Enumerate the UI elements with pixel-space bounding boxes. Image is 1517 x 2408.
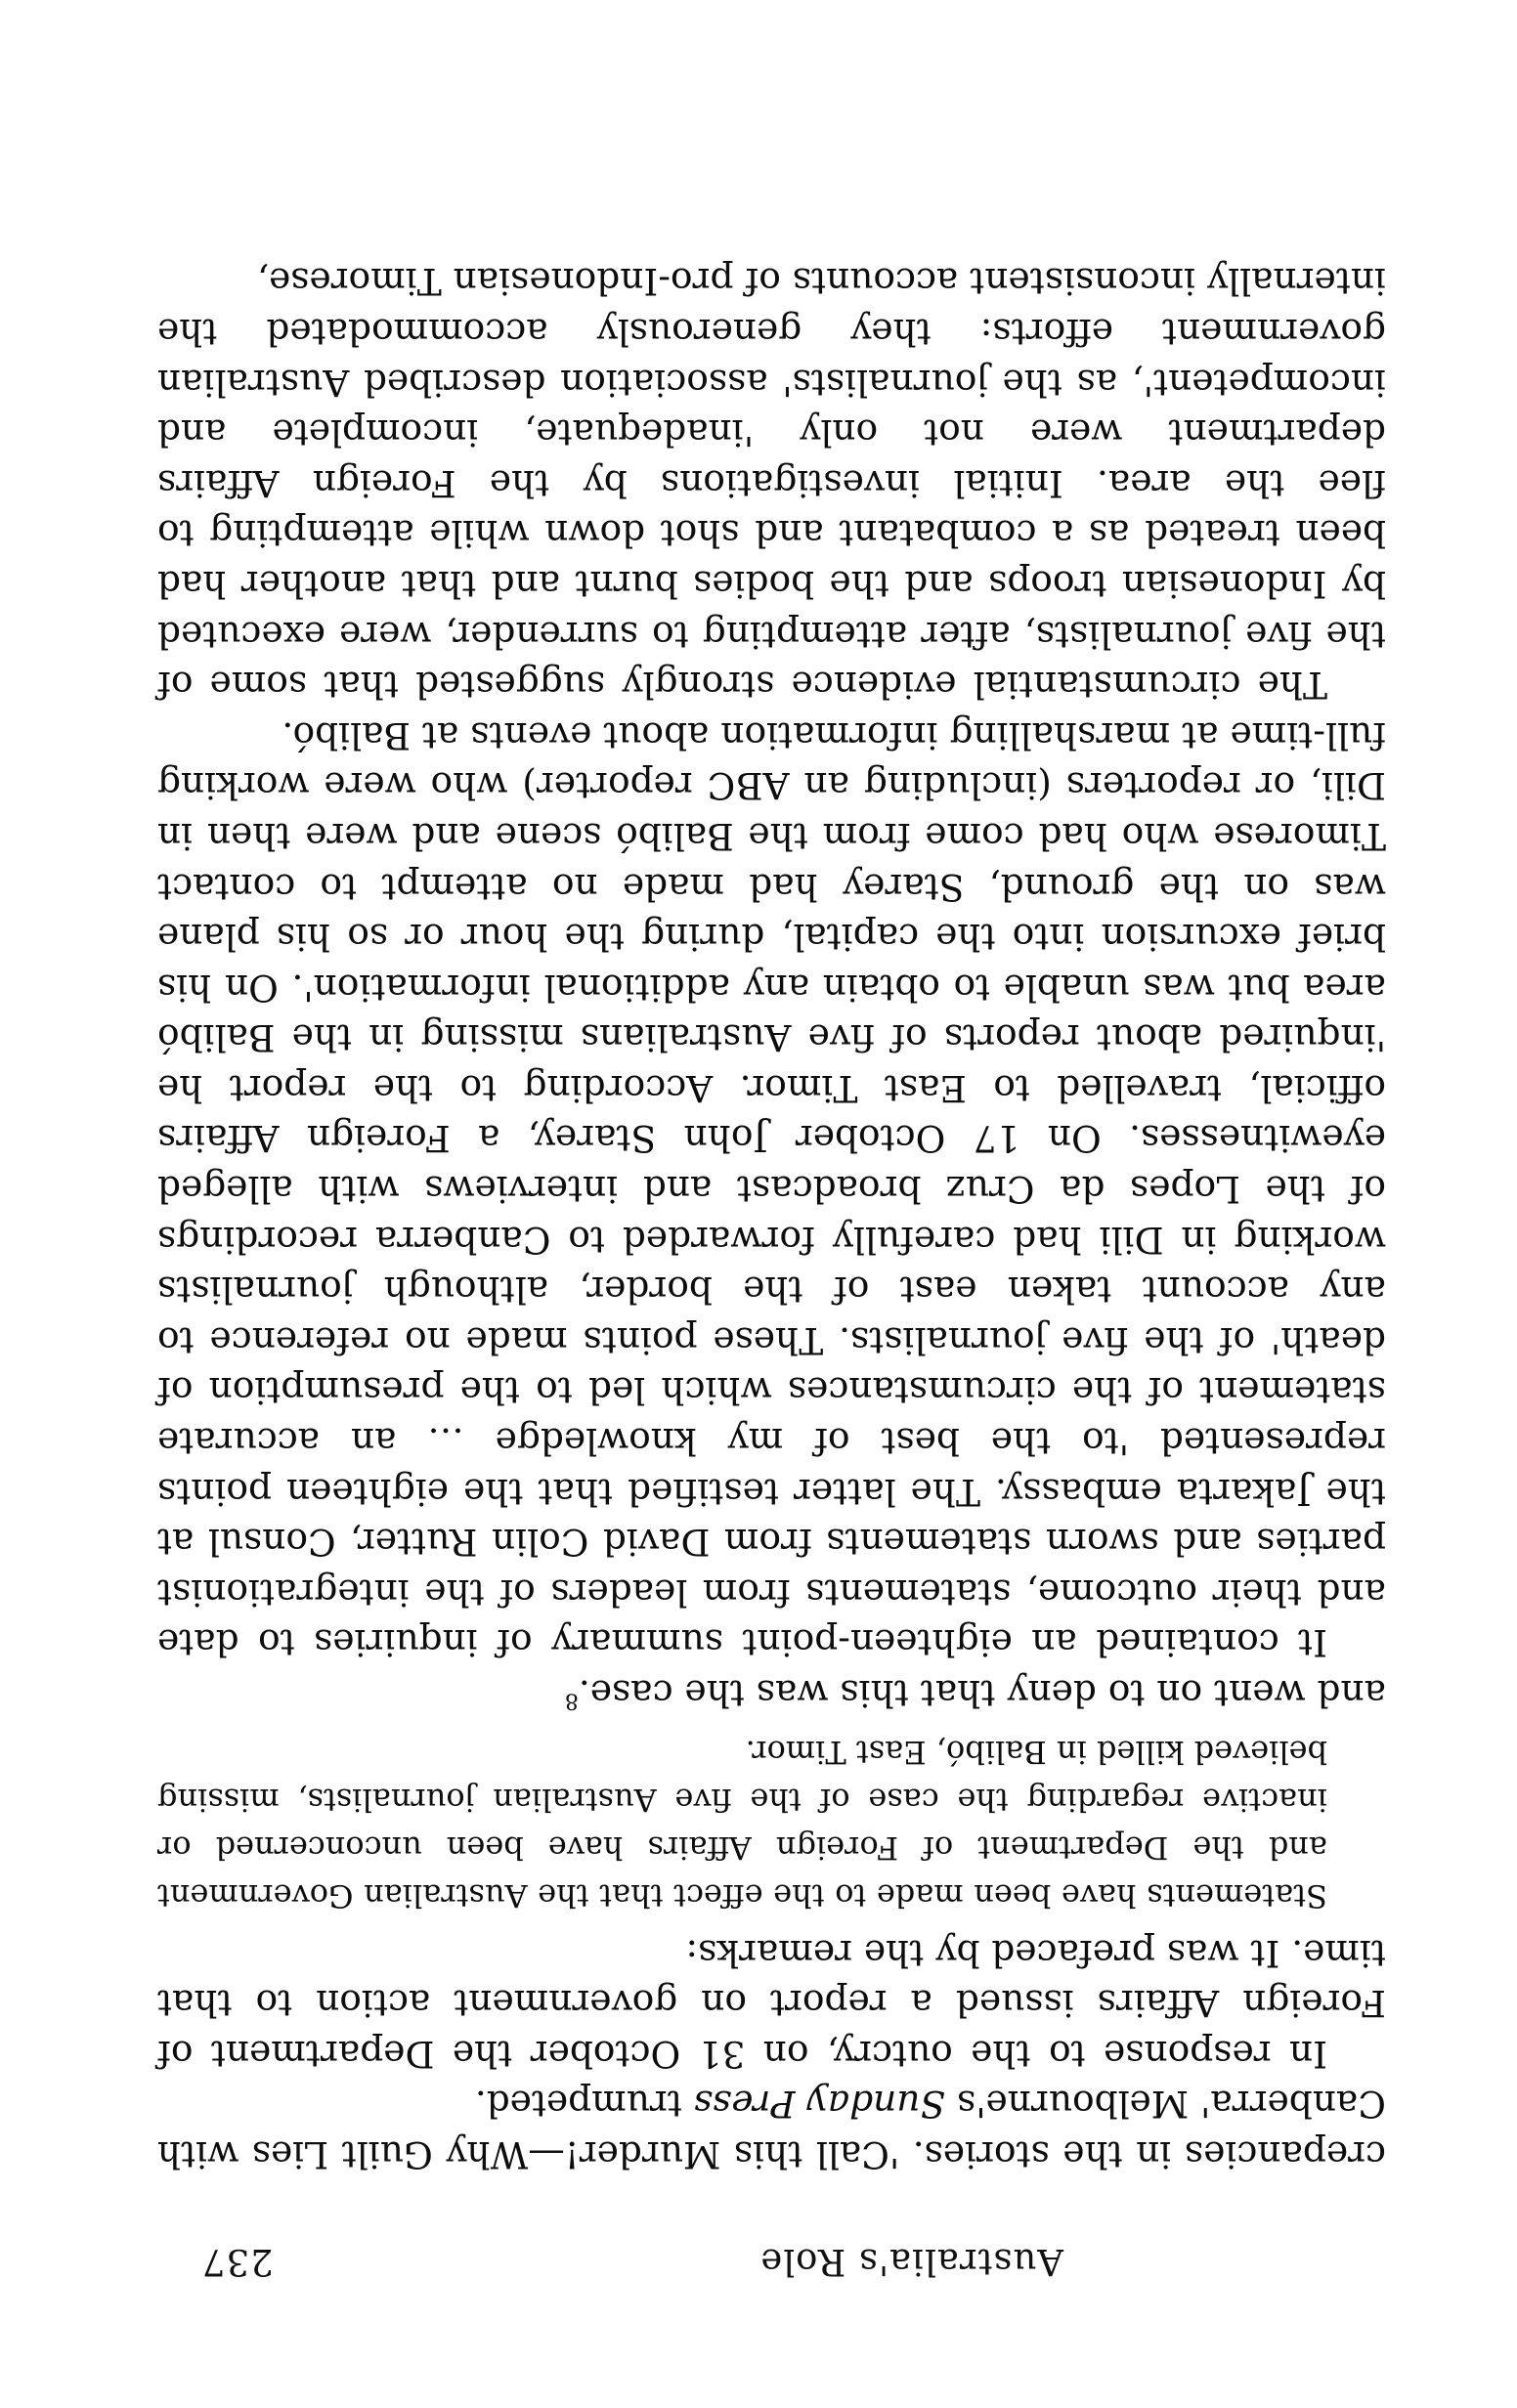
text-block — [157, 256, 1386, 2179]
paragraph-3-text: and went on to deny that this was the case. — [578, 1672, 1386, 1716]
page-number: 237 — [201, 2241, 274, 2283]
block-quote-text: Statements have been made to the effect that the Australian Government and the Department of Foreign Affairs have been unconcerned or inactive regarding the case of the five Australian journalists, missing believed killed in Balibó, East Timor. — [157, 1734, 1327, 1915]
block-quote — [157, 1728, 1327, 1919]
paragraph-2: In response to the outcry, on 31 October the Department of Foreign Affairs issued a report on government action to that time. It was prefaced by the remarks: — [157, 1931, 1386, 2076]
footnote-reference: 8 — [564, 1688, 579, 1713]
paragraph-5: The circumstantial evidence strongly suggested that some of the five journalists, after attempting to surrender, were executed by Indonesian troops and the bodies burnt and that another had been treated as a combatant and shot down while attempting to flee the area. Initial investigations by the Foreign Affairs department were not only 'inadequate, incomplete and incompetent', as the journalists' association described Australian government efforts: they generously accommodated the internally inconsistent accounts of pro-Indonesian Timorese, — [157, 260, 1386, 708]
newspaper-title: Sunday Press — [693, 2083, 946, 2127]
paragraph-continuation — [157, 2079, 1386, 2179]
paragraph-4: It contained an eighteen-point summary of inquiries to date and their outcome, statements from leaders of the integrationist parties and sworn statements from David Colin Rutter, Consul at the Jakarta embassy. The latter testified that the eighteen points represented 'to the best of my knowledge … an accurate statement of the circumstances which led to the presumption of death' of the five journalists. These points made no reference to any account taken east of the border, although journalists working in Dili had carefully forwarded to Canberra recordings of the Lopes da Cruz broadcast and interviews with alleged eyewitnesses. On 17 October John Starey, a Foreign Affairs official, travelled to East Timor. According to the report he 'inquired about reports of five Australians missing in the Balibó area but was unable to obtain any additional information'. On his brief excursion into the capital, during the hour or so his plane was on the ground, Starey had made no attempt to contact Timorese who had come from the Balibó scene and were then in Dili, or reporters (including an ABC reporter) who were working full-time at marshalling information about events at Balibó. — [157, 713, 1386, 1665]
paragraph-1-end: trumpeted. — [474, 2083, 694, 2127]
paragraph-1-text: crepancies in the stories. 'Call this Murder!—Why Guilt Lies with Canberra' Melbourne's — [157, 2083, 1386, 2176]
running-head-title: Australia's Role — [759, 2241, 1063, 2283]
running-head — [201, 2234, 1320, 2283]
paragraph-3 — [157, 1667, 1386, 1718]
